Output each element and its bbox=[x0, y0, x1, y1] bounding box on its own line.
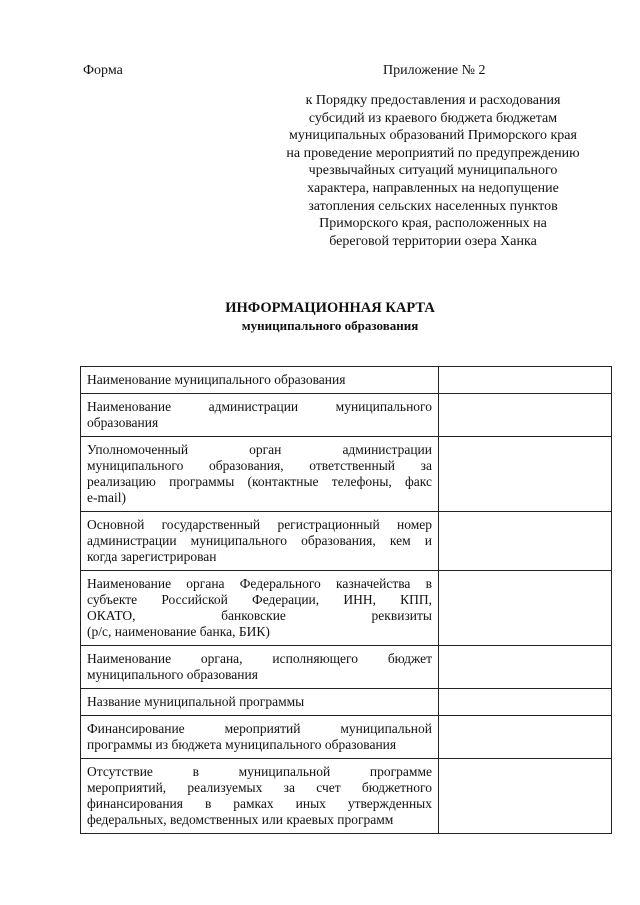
row-label-line: Финансирование мероприятий муниципальной bbox=[87, 721, 432, 736]
table-row bbox=[81, 716, 612, 759]
appendix-line: на проведение мероприятий по предупреждению bbox=[286, 145, 580, 161]
appendix-line: затопления сельских населенных пунктов bbox=[308, 198, 558, 214]
table-row bbox=[81, 367, 612, 394]
table-row bbox=[81, 394, 612, 437]
row-label-line: Основной государственный регистрационный номер bbox=[87, 517, 432, 532]
row-label bbox=[81, 437, 439, 512]
appendix-line: чрезвычайных ситуаций муниципального bbox=[308, 163, 558, 179]
appendix-number: Приложение № 2 bbox=[383, 63, 486, 78]
row-label-line: реализацию программы (контактные телефоны, факс bbox=[87, 474, 432, 489]
document-title: ИНФОРМАЦИОННАЯ КАРТА bbox=[225, 300, 435, 316]
row-value-cell[interactable] bbox=[439, 716, 612, 759]
row-value-cell[interactable] bbox=[439, 512, 612, 571]
row-label-line: e-mail) bbox=[87, 490, 126, 505]
row-label bbox=[81, 759, 439, 834]
appendix-description bbox=[270, 92, 596, 250]
appendix-line: Приморского края, расположенных на bbox=[319, 216, 547, 232]
row-label-line: субъекте Российской Федерации, ИНН, КПП, bbox=[87, 592, 432, 607]
row-label-line: когда зарегистрирован bbox=[87, 549, 217, 564]
row-label-line: Наименование муниципального образования bbox=[87, 372, 346, 387]
info-card-table bbox=[80, 366, 612, 834]
row-label bbox=[81, 512, 439, 571]
row-value-cell[interactable] bbox=[439, 646, 612, 689]
row-label-line: муниципального образования bbox=[87, 667, 258, 682]
appendix-line: характера, направленных на недопущение bbox=[307, 180, 559, 196]
table-row bbox=[81, 759, 612, 834]
form-label: Форма bbox=[83, 63, 123, 78]
row-label-line: Наименование органа, исполняющего бюджет bbox=[87, 651, 432, 666]
table-row bbox=[81, 437, 612, 512]
appendix-line: береговой территории озера Ханка bbox=[329, 233, 537, 249]
row-label-line: Наименование органа Федерального казначейства в bbox=[87, 576, 432, 591]
row-value-cell[interactable] bbox=[439, 437, 612, 512]
row-value-cell[interactable] bbox=[439, 689, 612, 716]
row-label bbox=[81, 716, 439, 759]
row-label-line: муниципального образования, ответственный за bbox=[87, 458, 432, 473]
row-label-line: администрации муниципального образования, кем и bbox=[87, 533, 432, 548]
table-row bbox=[81, 689, 612, 716]
document-subtitle: муниципального образования bbox=[241, 318, 419, 333]
row-label-line: Уполномоченный орган администрации bbox=[87, 442, 432, 457]
row-label-line: ОКАТО, банковские реквизиты bbox=[87, 608, 432, 623]
row-label-line: (р/с, наименование банка, БИК) bbox=[87, 624, 270, 639]
table-row bbox=[81, 646, 612, 689]
row-label-line: программы из бюджета муниципального образования bbox=[87, 737, 397, 752]
row-value-cell[interactable] bbox=[439, 759, 612, 834]
row-label-line: образования bbox=[87, 415, 159, 430]
appendix-line: субсидий из краевого бюджета бюджетам bbox=[308, 110, 558, 126]
row-label bbox=[81, 394, 439, 437]
appendix-line: муниципальных образований Приморского края bbox=[289, 128, 577, 144]
row-label bbox=[81, 571, 439, 646]
row-label-line: финансирования в рамках иных утвержденных bbox=[87, 796, 432, 811]
row-value-cell[interactable] bbox=[439, 571, 612, 646]
row-label-line: Название муниципальной программы bbox=[87, 694, 305, 709]
appendix-line: к Порядку предоставления и расходования bbox=[305, 93, 561, 108]
row-label bbox=[81, 646, 439, 689]
row-value-cell[interactable] bbox=[439, 367, 612, 394]
row-value-cell[interactable] bbox=[439, 394, 612, 437]
row-label-line: мероприятий, реализуемых за счет бюджетного bbox=[87, 780, 432, 795]
table-row bbox=[81, 571, 612, 646]
table-row bbox=[81, 512, 612, 571]
row-label-line: федеральных, ведомственных или краевых программ bbox=[87, 812, 394, 827]
row-label bbox=[81, 367, 439, 394]
row-label bbox=[81, 689, 439, 716]
row-label-line: Отсутствие в муниципальной программе bbox=[87, 764, 432, 779]
row-label-line: Наименование администрации муниципального bbox=[87, 399, 432, 414]
